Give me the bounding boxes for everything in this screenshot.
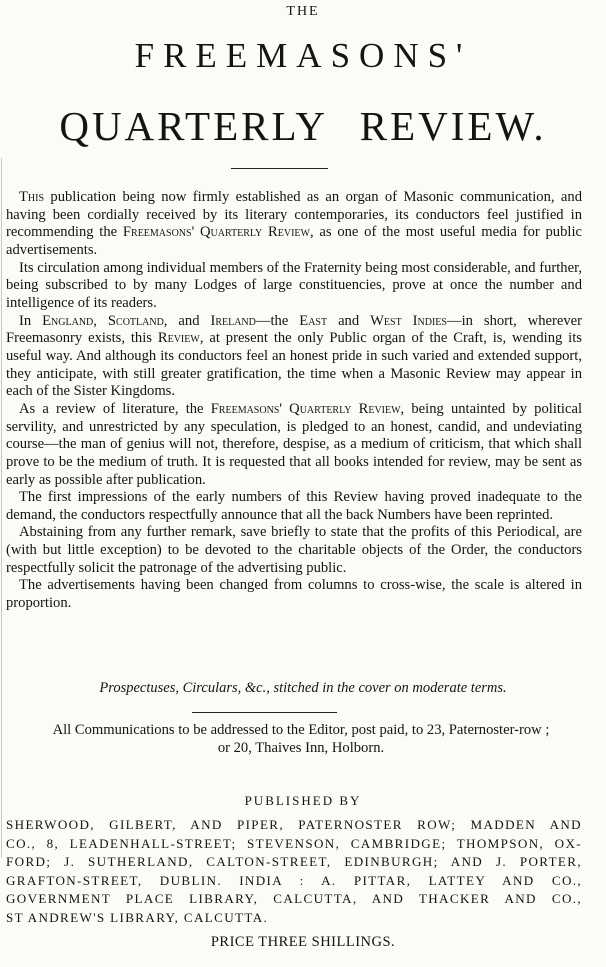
publishers-line: CO., 8, LEADENHALL-STREET; STEVENSON, CAMBRIDGE; THOMPSON, OX-	[6, 835, 582, 851]
communications-notice	[16, 722, 586, 757]
paragraph-7: The advertisements having been changed from columns to cross-wise, the scale is altered in proportion.	[6, 577, 582, 612]
title-freemasons: FREEMASONS'	[134, 36, 472, 75]
divider-rule-2	[192, 712, 337, 713]
paragraph-4: As a review of literature, the Freemasons' Quarterly Review, being untainted by political servility, and unrestricted by any speculation, is pledged to an honest, candid, and undeviating course—the man of genius will not, therefore, despise, as a medium of criticism, that which shall prove to be the medium of truth. It is requested that all books intended for review, may be sent as early as possible after publication.	[6, 400, 582, 488]
paragraph-5: The first impressions of the early numbers of this Review having proved inadequate to the demand, the conductors respectfully announce that all the back Numbers have been reprinted.	[6, 489, 582, 523]
publishers-line: FORD; J. SUTHERLAND, CALTON-STREET, EDINBURGH; AND J. PORTER,	[6, 854, 582, 870]
paragraph-2: Its circulation among individual members of the Fraternity being most considerable, and further, being subscribed to by many Lodges of large constituencies, prove at once the number and intelligence of its readers.	[6, 259, 582, 311]
communications-line-1: All Communications to be addressed to the Editor, post paid, to 23, Paternoster-row ;	[52, 722, 550, 738]
paragraph-1: This publication being now firmly established as an organ of Masonic communication, and having been cordially received by its literary contemporaries, its conductors feel justified in recommending the Freemasons' Quarterly Review, as one of the most useful media for public advertisements.	[6, 189, 582, 258]
price-line: PRICE THREE SHILLINGS.	[210, 934, 396, 950]
title-the: THE	[286, 4, 320, 19]
divider-rule	[231, 168, 328, 169]
prospectuses-notice: Prospectuses, Circulars, &c., stitched in the cover on moderate terms.	[99, 680, 507, 696]
publishers-line: GOVERNMENT PLACE LIBRARY, CALCUTTA, AND THACKER AND CO.,	[6, 891, 582, 907]
left-margin-rule	[1, 158, 2, 858]
publishers-line: SHERWOOD, GILBERT, AND PIPER, PATERNOSTER ROW; MADDEN AND	[6, 817, 582, 832]
published-by-heading: PUBLISHED BY	[244, 793, 362, 808]
communications-line-2: or 20, Thaives Inn, Holborn.	[217, 739, 385, 756]
publishers-list	[6, 816, 582, 928]
publishers-line: ST ANDREW'S LIBRARY, CALCUTTA.	[6, 909, 269, 925]
publishers-line: GRAFTON-STREET, DUBLIN. INDIA : A. PITTAR, LATTEY AND CO.,	[6, 872, 582, 888]
paragraph-6: Abstaining from any further remark, save briefly to state that the profits of this Periodical, are (with but little exception) to be devoted to the charitable objects of the Order, the conductors respectfully solicit the patronage of the advertising public.	[6, 524, 582, 576]
announcement-body	[6, 189, 582, 613]
paragraph-3: In England, Scotland, and Ireland—the East and West Indies—in short, wherever Freemasonry exists, this Review, at present the only Public organ of the Craft, is, wending its useful way. And although its conductors feel an honest pride in such varied and extended support, they anticipate, with still greater gratification, the time when a Masonic Review may appear in each of the Sister Kingdoms.	[6, 312, 582, 400]
title-quarterly-review: QUARTERLY REVIEW.	[59, 103, 547, 149]
